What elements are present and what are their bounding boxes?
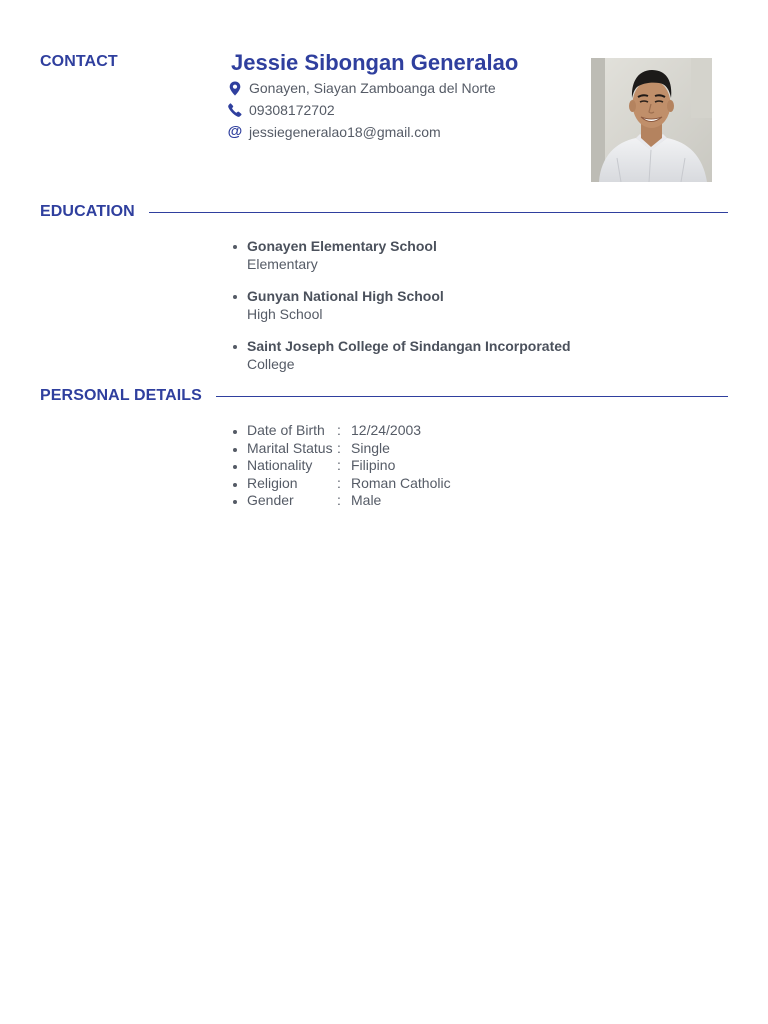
personal-detail-row (231, 440, 451, 458)
location-pin-icon (227, 80, 243, 96)
personal-details-heading: PERSONAL DETAILS (40, 387, 202, 404)
education-divider (149, 212, 728, 213)
personal-detail-row (231, 457, 451, 475)
detail-separator: : (337, 492, 341, 509)
address-text: Gonayen, Siayan Zamboanga del Norte (249, 80, 496, 96)
personal-details-list (231, 422, 451, 510)
candidate-name: Jessie Sibongan Generalao (231, 50, 519, 75)
school-level: Elementary (247, 256, 318, 272)
detail-label: Marital Status (247, 439, 333, 456)
detail-separator: : (337, 457, 341, 474)
detail-separator: : (337, 422, 341, 438)
school-name: Saint Joseph College of Sindangan Incorporated (247, 338, 571, 354)
at-sign-icon: @ (227, 123, 243, 140)
education-item (231, 287, 571, 323)
detail-value: 12/24/2003 (351, 422, 422, 438)
profile-photo (591, 58, 712, 182)
education-list (231, 237, 571, 387)
contact-phone (227, 101, 335, 119)
personal-detail-row (231, 475, 451, 493)
detail-label: Date of Birth (247, 422, 325, 438)
email-text: jessiegeneralao18@gmail.com (249, 124, 441, 140)
contact-email (227, 123, 441, 141)
contact-heading: CONTACT (40, 53, 118, 70)
phone-text: 09308172702 (249, 102, 335, 118)
contact-address (227, 79, 496, 97)
detail-label: Gender (247, 492, 294, 509)
detail-separator: : (337, 474, 341, 491)
detail-value: Filipino (351, 457, 396, 474)
education-item (231, 237, 571, 273)
detail-value: Single (351, 439, 390, 456)
personal-details-divider (216, 396, 728, 397)
personal-detail-row (231, 422, 451, 440)
education-item (231, 337, 571, 373)
school-level: College (247, 356, 295, 372)
detail-separator: : (337, 439, 341, 456)
detail-label: Religion (247, 474, 298, 491)
personal-detail-row (231, 492, 451, 510)
education-heading: EDUCATION (40, 203, 135, 220)
school-name: Gunyan National High School (247, 288, 444, 304)
school-level: High School (247, 306, 323, 322)
phone-icon (227, 102, 243, 118)
detail-value: Roman Catholic (351, 474, 451, 491)
school-name: Gonayen Elementary School (247, 238, 437, 254)
detail-value: Male (351, 492, 382, 509)
detail-label: Nationality (247, 457, 313, 474)
